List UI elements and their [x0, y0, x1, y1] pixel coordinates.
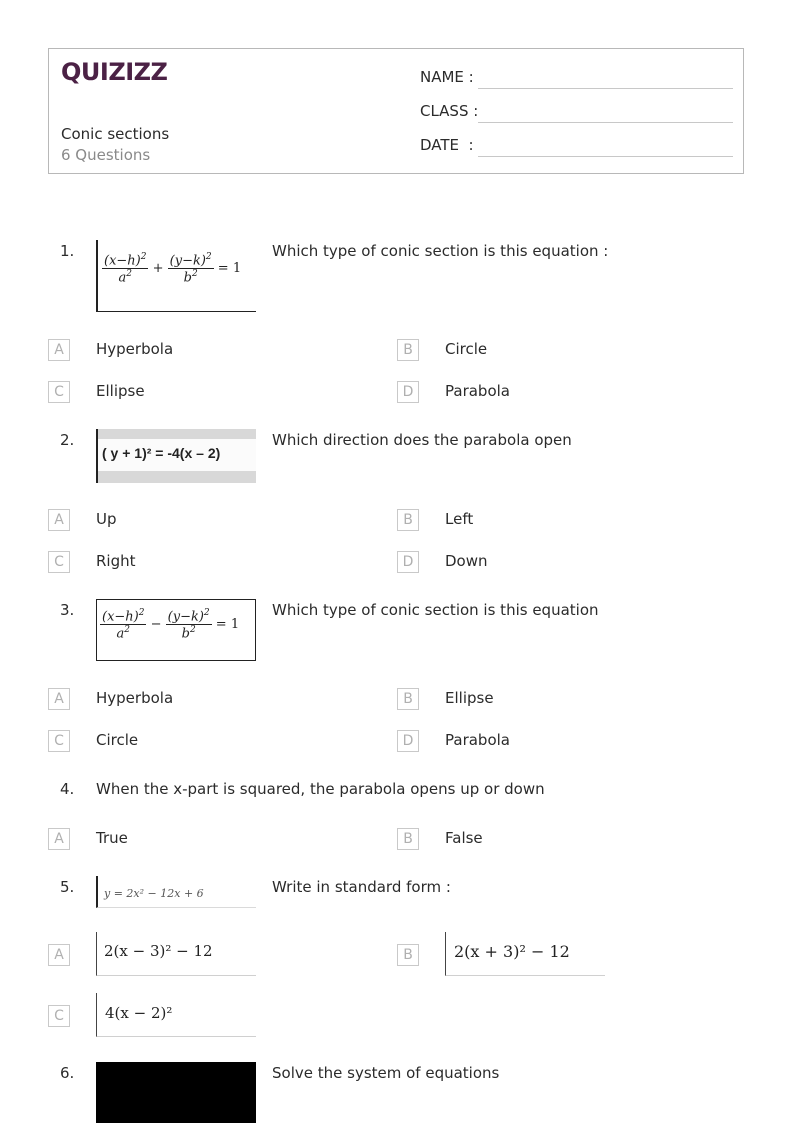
option-text[interactable]: Up	[96, 510, 117, 528]
option-text: 4(x − 2)²	[105, 1004, 173, 1022]
option-letter: C	[48, 551, 70, 573]
option-text[interactable]: Ellipse	[445, 689, 494, 707]
option-letter: A	[48, 509, 70, 531]
class-field[interactable]	[478, 122, 733, 123]
option-letter: C	[48, 730, 70, 752]
equation-image	[96, 876, 256, 908]
option-text: 2(x − 3)² − 12	[104, 942, 213, 960]
option-letter: D	[397, 551, 419, 573]
question-number: 3.	[60, 601, 75, 619]
option-text[interactable]: False	[445, 829, 483, 847]
option-letter: A	[48, 688, 70, 710]
option-text[interactable]: Parabola	[445, 731, 510, 749]
option-answer[interactable]	[445, 932, 605, 976]
option-text[interactable]: Parabola	[445, 382, 510, 400]
date-field[interactable]	[478, 156, 733, 157]
equation-image	[96, 429, 256, 483]
option-letter: C	[48, 381, 70, 403]
option-text[interactable]: Left	[445, 510, 474, 528]
option-letter: B	[397, 944, 419, 966]
equation-quadratic: y = 2x² − 12x + 6	[104, 887, 204, 900]
equation-ellipse: $\frac{(x-h)^2}{a^2}$ + $\frac{(y-k)^2}{b^2}$ = 1	[104, 252, 242, 286]
option-letter: B	[397, 828, 419, 850]
question-text: Which type of conic section is this equation	[272, 601, 599, 619]
equation-parabola: ( y + 1)² = -4(x – 2)	[102, 445, 221, 461]
option-letter: A	[48, 828, 70, 850]
name-label: NAME :	[420, 68, 474, 86]
option-text[interactable]: Hyperbola	[96, 689, 174, 707]
option-letter: A	[48, 339, 70, 361]
question-number: 2.	[60, 431, 75, 449]
option-text[interactable]: Ellipse	[96, 382, 145, 400]
option-letter: B	[397, 509, 419, 531]
class-label: CLASS :	[420, 102, 479, 120]
option-letter: A	[48, 944, 70, 966]
question-text: Which direction does the parabola open	[272, 431, 572, 449]
question-image	[96, 1062, 256, 1123]
option-text[interactable]: Hyperbola	[96, 340, 174, 358]
question-count: 6 Questions	[61, 146, 151, 164]
date-label: DATE :	[420, 136, 474, 154]
question-number: 5.	[60, 878, 75, 896]
option-text[interactable]: Circle	[445, 340, 488, 358]
option-text[interactable]: Right	[96, 552, 136, 570]
option-text[interactable]: Down	[445, 552, 488, 570]
option-text: 2(x + 3)² − 12	[454, 942, 570, 961]
question-text: Write in standard form :	[272, 878, 451, 896]
question-text: Solve the system of equations	[272, 1064, 500, 1082]
option-text[interactable]: Circle	[96, 731, 139, 749]
quizizz-logo: QUIZIZZ	[61, 58, 168, 86]
equation-hyperbola: $\frac{(x-h)^2}{a^2}$ − $\frac{(y-k)^2}{b^2}$ = 1	[102, 608, 240, 642]
option-letter: B	[397, 688, 419, 710]
name-field[interactable]	[478, 88, 733, 89]
option-answer[interactable]	[96, 993, 256, 1037]
equation-image	[96, 599, 256, 661]
equation-image	[96, 240, 256, 312]
quiz-title: Conic sections	[61, 125, 170, 143]
question-text: Which type of conic section is this equation :	[272, 242, 609, 260]
question-number: 1.	[60, 242, 75, 260]
question-number: 4.	[60, 780, 75, 798]
option-letter: B	[397, 339, 419, 361]
option-answer[interactable]	[96, 932, 256, 976]
option-letter: C	[48, 1005, 70, 1027]
question-text: When the x-part is squared, the parabola opens up or down	[96, 780, 545, 798]
option-letter: D	[397, 381, 419, 403]
option-letter: D	[397, 730, 419, 752]
option-text[interactable]: True	[96, 829, 128, 847]
question-number: 6.	[60, 1064, 75, 1082]
